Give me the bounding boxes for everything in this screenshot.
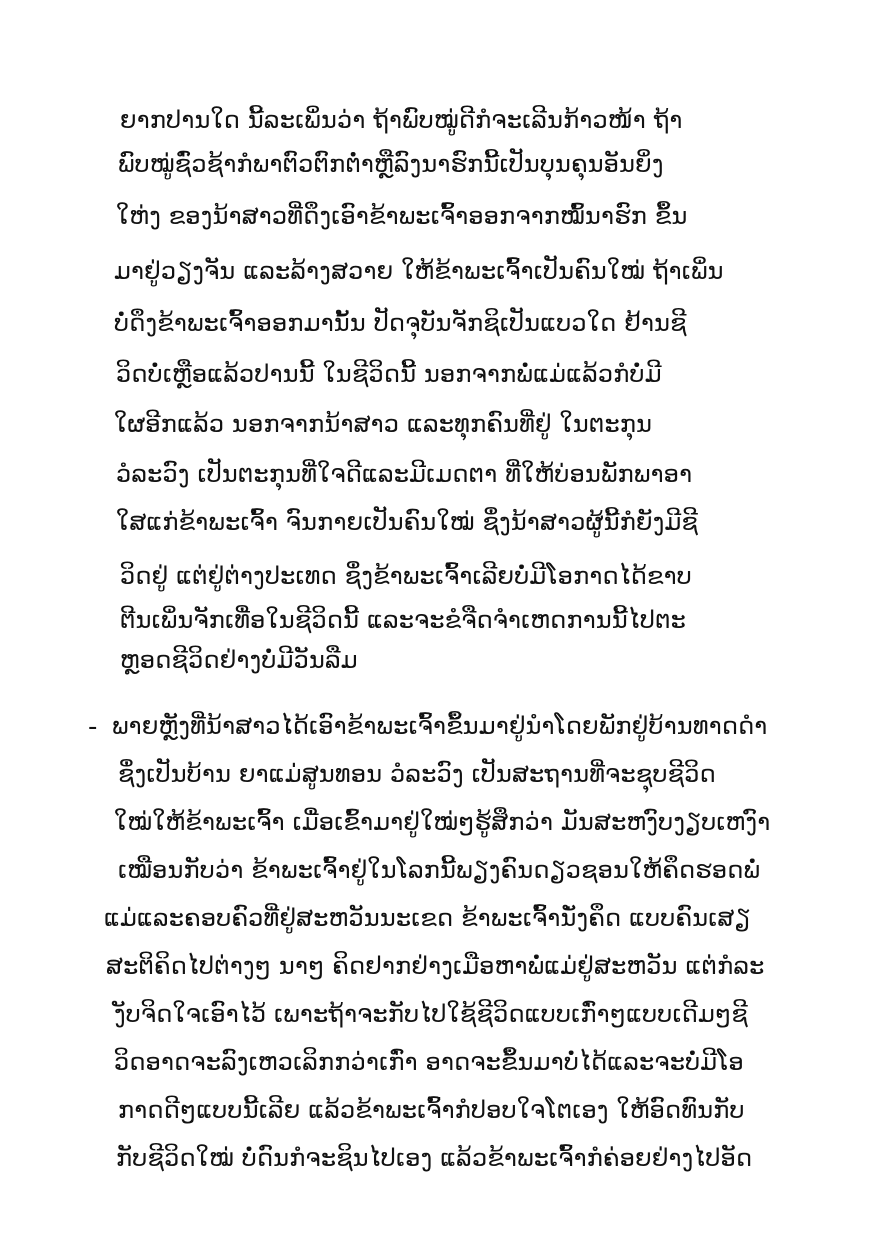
text-line: ໃໝ່ໃຫ້ຂ້າພະເຈົ້າ ເມື່ອເຂົ້າມາຢູ່ໃໝ່ໆຮູ້ສຶກວ່າ ມັນສະຫງົບງຽບເຫງົາ [114,808,771,836]
text-line: ກາດດີໆແບບນີ້ເລີຍ ແລ້ວຂ້າພະເຈົ້າກໍປອບໃຈໂຕເອງ ໃຫ້ອົດທົນກັບ [118,1096,745,1124]
text-line: ແມ່ແລະຄອບຄົວທີ່ຢູ່ສະຫວັນນະເຂດ ຂ້າພະເຈົ້ານັ່ງຄຶດ ແບບຄົນເສຽ [104,904,751,932]
bullet-dash: - [88,712,98,742]
text-line: ວິດຢູ່ ແຕ່ຢູ່ຕ່າງປະເທດ ຊຶ່ງຂ້າພະເຈົ້າເລີຍບໍ່ມີໂອກາດໄດ້ຂາບ [120,562,692,590]
text-line: ພາຍຫຼັງທີ່ນ້າສາວໄດ້ເອົາຂ້າພະເຈົ້າຂຶ້ນມາຢູ່ນຳໂດຍພັກຢູ່ບ້ານທາດດຳ [112,712,768,740]
text-line: ຫຼອດຊີວິດຢ່າງບໍ່ມີວັນລືມ [120,646,358,674]
text-line: ວໍລະວົງ ເປັນຕະກຸນທີ່ໃຈດີແລະມີເມດຕາ ທີ່ໃຫ້ບ່ອນພັກພາອາ [116,460,693,488]
text-line: ພົບໝູ່ຊົ່ວຊ້າກໍພາຕົວຕົກຕ່ຳຫຼືລົງນາຮົກນີ້ເປັນບຸນຄຸນອັນຍິ່ງ [118,150,664,178]
text-line: ມາຢູ່ວຽງຈັນ ແລະລ້າງສວາຍ ໃຫ້ຂ້າພະເຈົ້າເປັນຄົນໃໝ່ ຖ້າເພິ່ນ [114,257,724,285]
text-line: ໃຜອີກແລ້ວ ນອກຈາກນ້າສາວ ແລະທຸກຄົນທີ່ຢູ່ ໃນຕະກຸນ [114,410,653,438]
text-line: ງັບຈິດໃຈເອົາໄວ້ ເພາະຖ້າຈະກັບໄປໃຊ້ຊີວິດແບບເກົ່າໆແບບເດີມໆຊີ [114,1000,748,1028]
text-line: ໃຫ່ງ ຂອງນ້າສາວທີ່ດຶງເອົາຂ້າພະເຈົ້າອອກຈາກໝົ້ນາຮົກ ຂຶ້ນ [116,202,688,230]
text-line: ໃສແກ່ຂ້າພະເຈົ້າ ຈົນກາຍເປັນຄົນໃໝ່ ຊຶ່ງນ້າສາວຜູ້ນີ້ກໍຍັງມີຊີ [116,508,699,536]
text-line: ຕີນເພິ່ນຈັກເທື່ອໃນຊີວິດນີ້ ແລະຈະຂໍຈືດຈຳເຫດການນີ້ໄປຕະ [120,606,687,634]
text-line: ບໍ່ດຶງຂ້າພະເຈົ້າອອກມານັ້ນ ປັດຈຸບັນຈັກຊິເປັນແບວໃດ ຢ້ານຊີ [114,309,687,337]
text-line: ເໝືອນກັບວ່າ ຂ້າພະເຈົ້າຢູ່ໃນໂລກນີ້ພຽງຄົນດຽວຊອນໃຫ້ຄຶດຮອດພໍ່ [118,856,761,884]
text-line: ກັບຊີວິດໃໝ່ ບໍ່ດົນກໍຈະຊິນໄປເອງ ແລ້ວຂ້າພະເຈົ້າກໍຄ່ອຍຢ່າງໄປອັດ [116,1144,753,1172]
text-line: ວິດອາດຈະລົງເຫວເລິກກວ່າເກົ່າ ອາດຈະຂຶ້ນມາບໍ່ໄດ້ແລະຈະບໍ່ມີໂອ [114,1048,744,1076]
text-line: ສະຕິຄິດໄປຕ່າງໆ ນາໆ ຄິດຢາກຢ່າງເມືອຫາພໍ່ແມ່ຢູ່ສະຫວັນ ແຕ່ກໍລະ [106,952,765,980]
text-line: ຊຶ່ງເປັນບ້ານ ຍາແມ່ສູນທອນ ວໍລະວົງ ເປັນສະຖານທີ່ຈະຊຸບຊີວິດ [118,760,716,788]
text-line: ວິດບໍ່ເຫຼືອແລ້ວປານນີ້ ໃນຊີວິດນີ້ ນອກຈາກພໍ່ແມ່ແລ້ວກໍບໍ່ມີ [116,360,662,388]
text-line: ຍາກປານໃດ ນີ້ລະເພິ່ນວ່າ ຖ້າພົບໝູ່ດີກໍຈະເລີນກ້າວໜ້າ ຖ້າ [120,106,683,134]
